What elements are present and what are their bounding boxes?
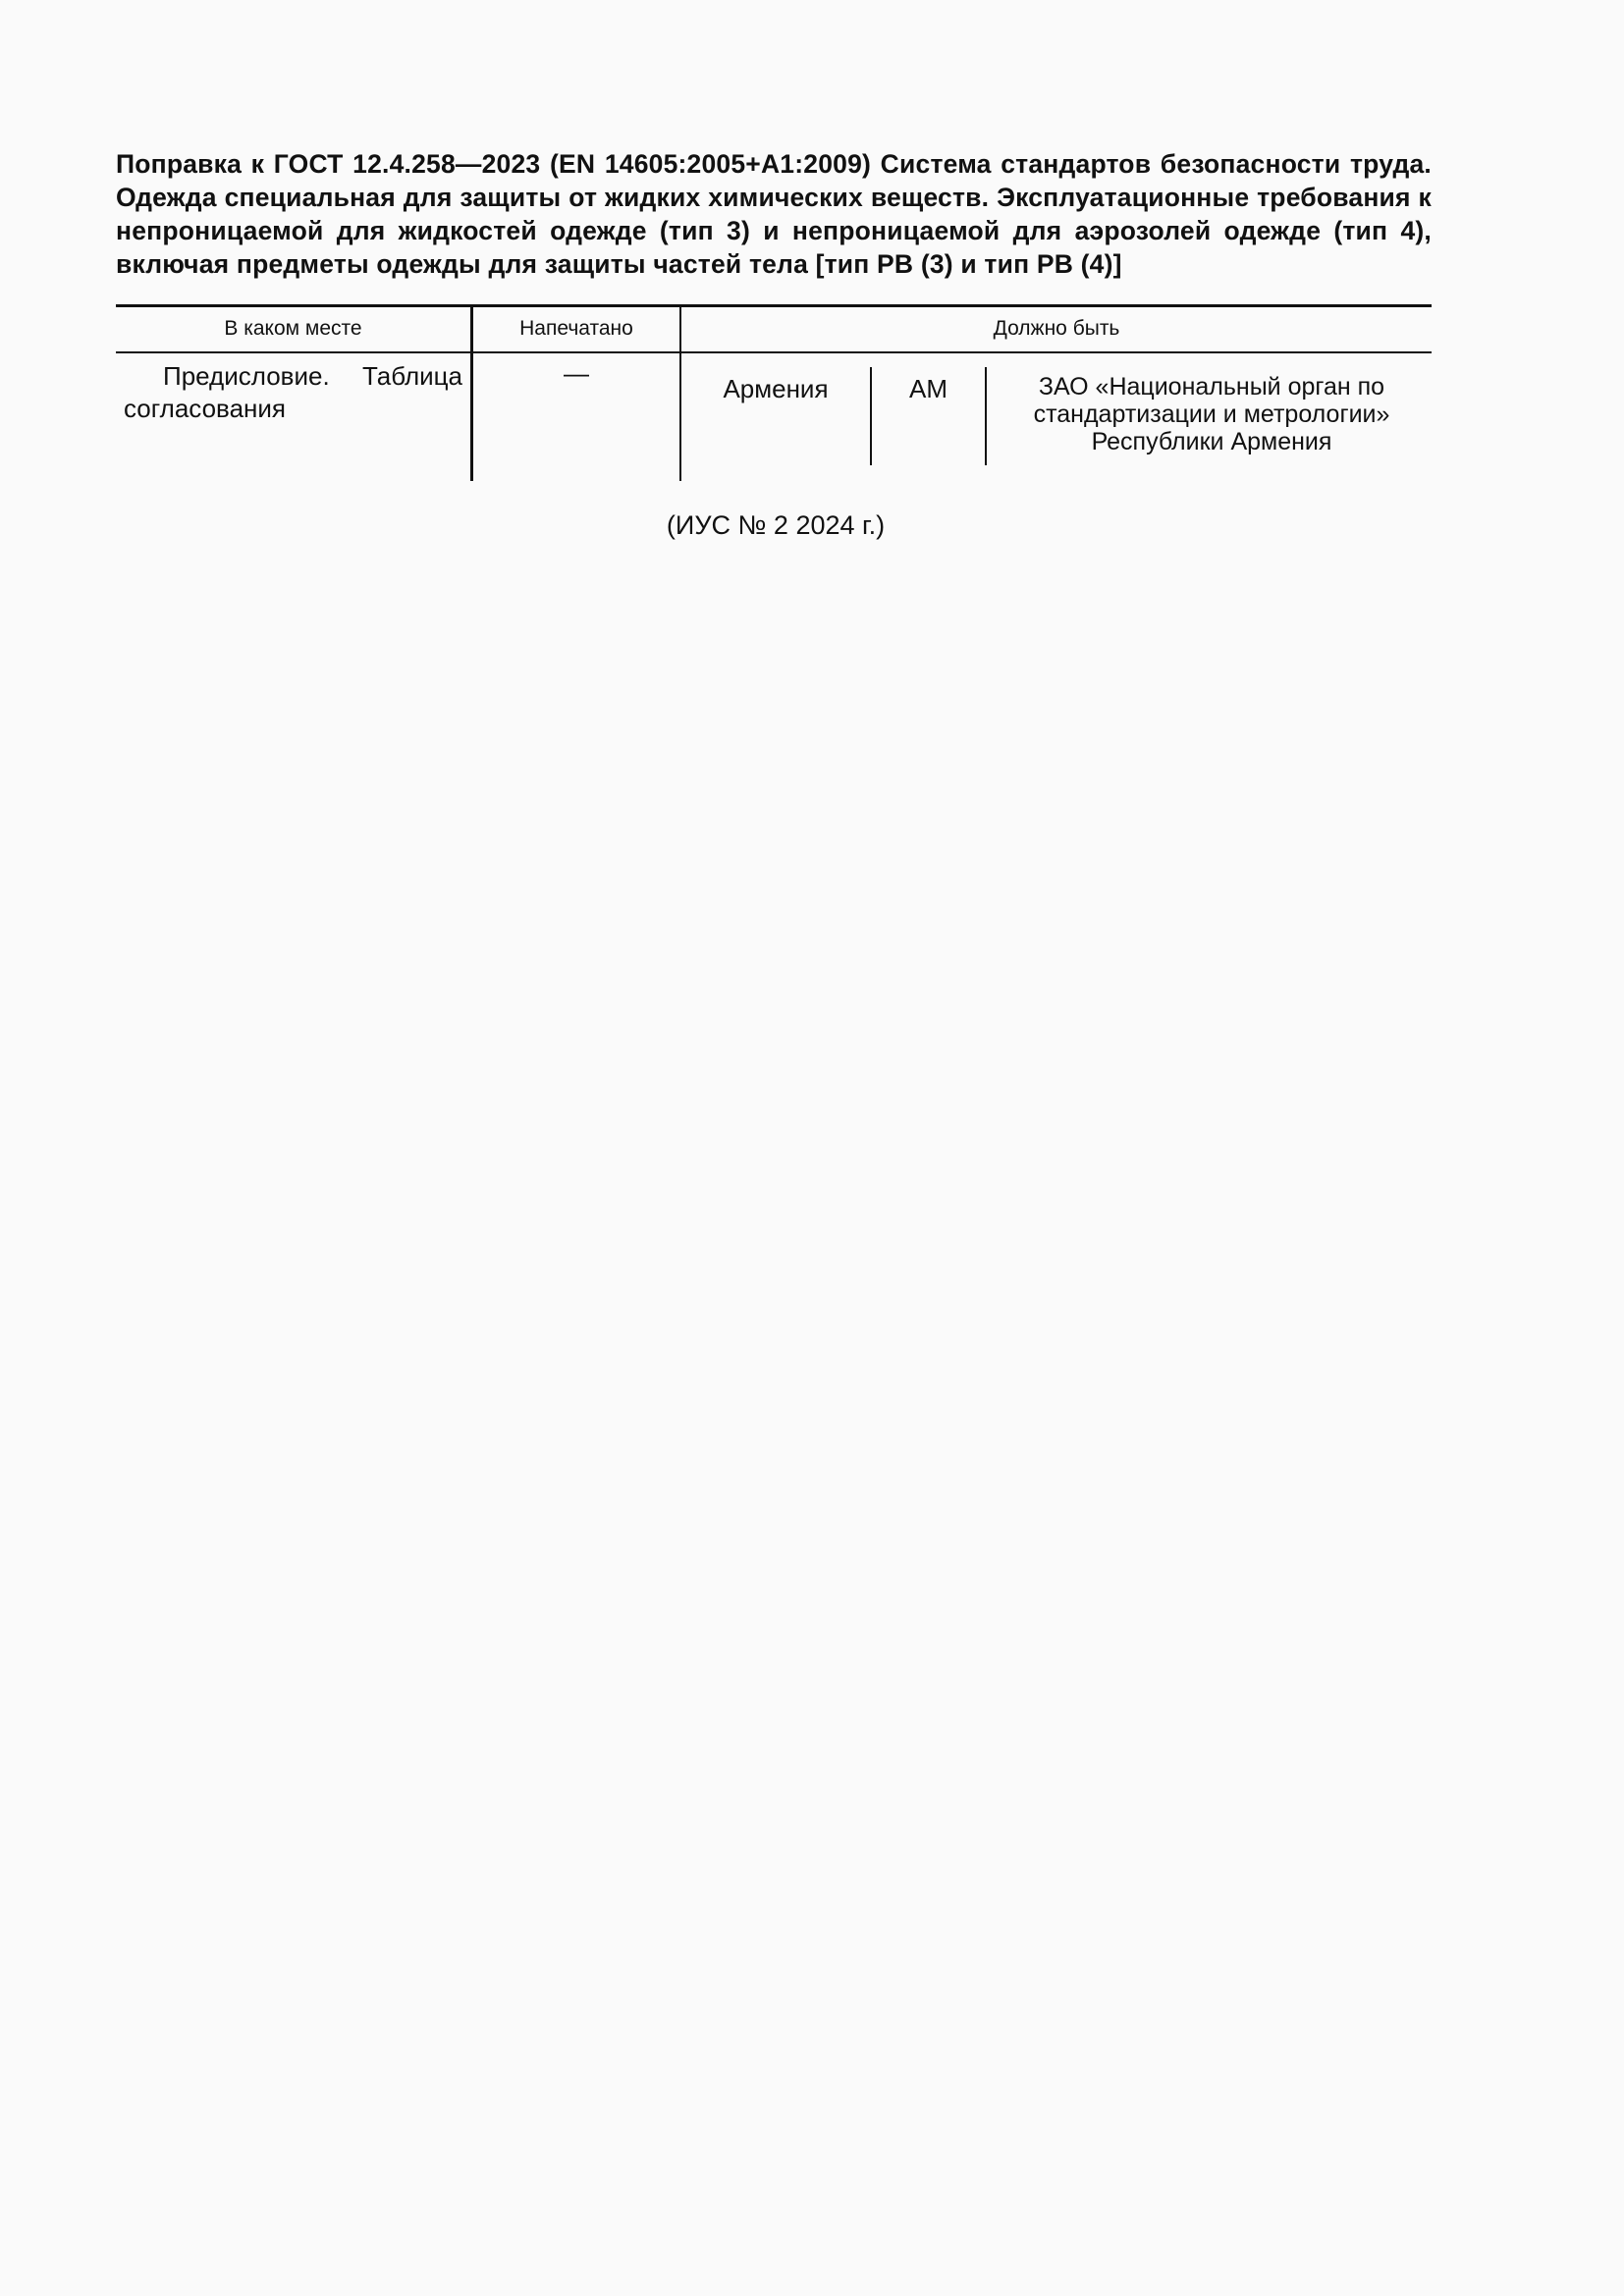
ius-reference: (ИУС № 2 2024 г.) [666,510,886,540]
amendment-table [116,304,1432,481]
cell-location: Предисловие. Таблица согласования [124,361,462,423]
header-location: В каком месте [224,317,362,340]
amendment-title: Поправка к ГОСТ 12.4.258—2023 (EN 14605:2005+A1:2009) Система стандартов безопасности труда. Одежда специальная для защиты от жидких химических веществ. Эксплуатационные требования к непроницаемой для жидкостей одежде (тип 3) и непроницаемой для аэрозолей одежде (тип 4), включая предметы одежды для защиты частей тела [тип PB (3) и тип PB (4)] [116,149,1432,279]
table-header-rule [116,351,1432,353]
header-should-be: Должно быть [993,317,1120,340]
header-printed: Напечатано [519,317,633,340]
column-divider [985,367,987,465]
cell-printed: — [564,358,589,388]
table-top-rule [116,304,1432,307]
cell-country: Армения [723,374,829,403]
cell-country-code: AM [909,374,947,403]
cell-organization: ЗАО «Национальный орган по стандартизации и метрологии» Республики Армения [1033,373,1390,455]
